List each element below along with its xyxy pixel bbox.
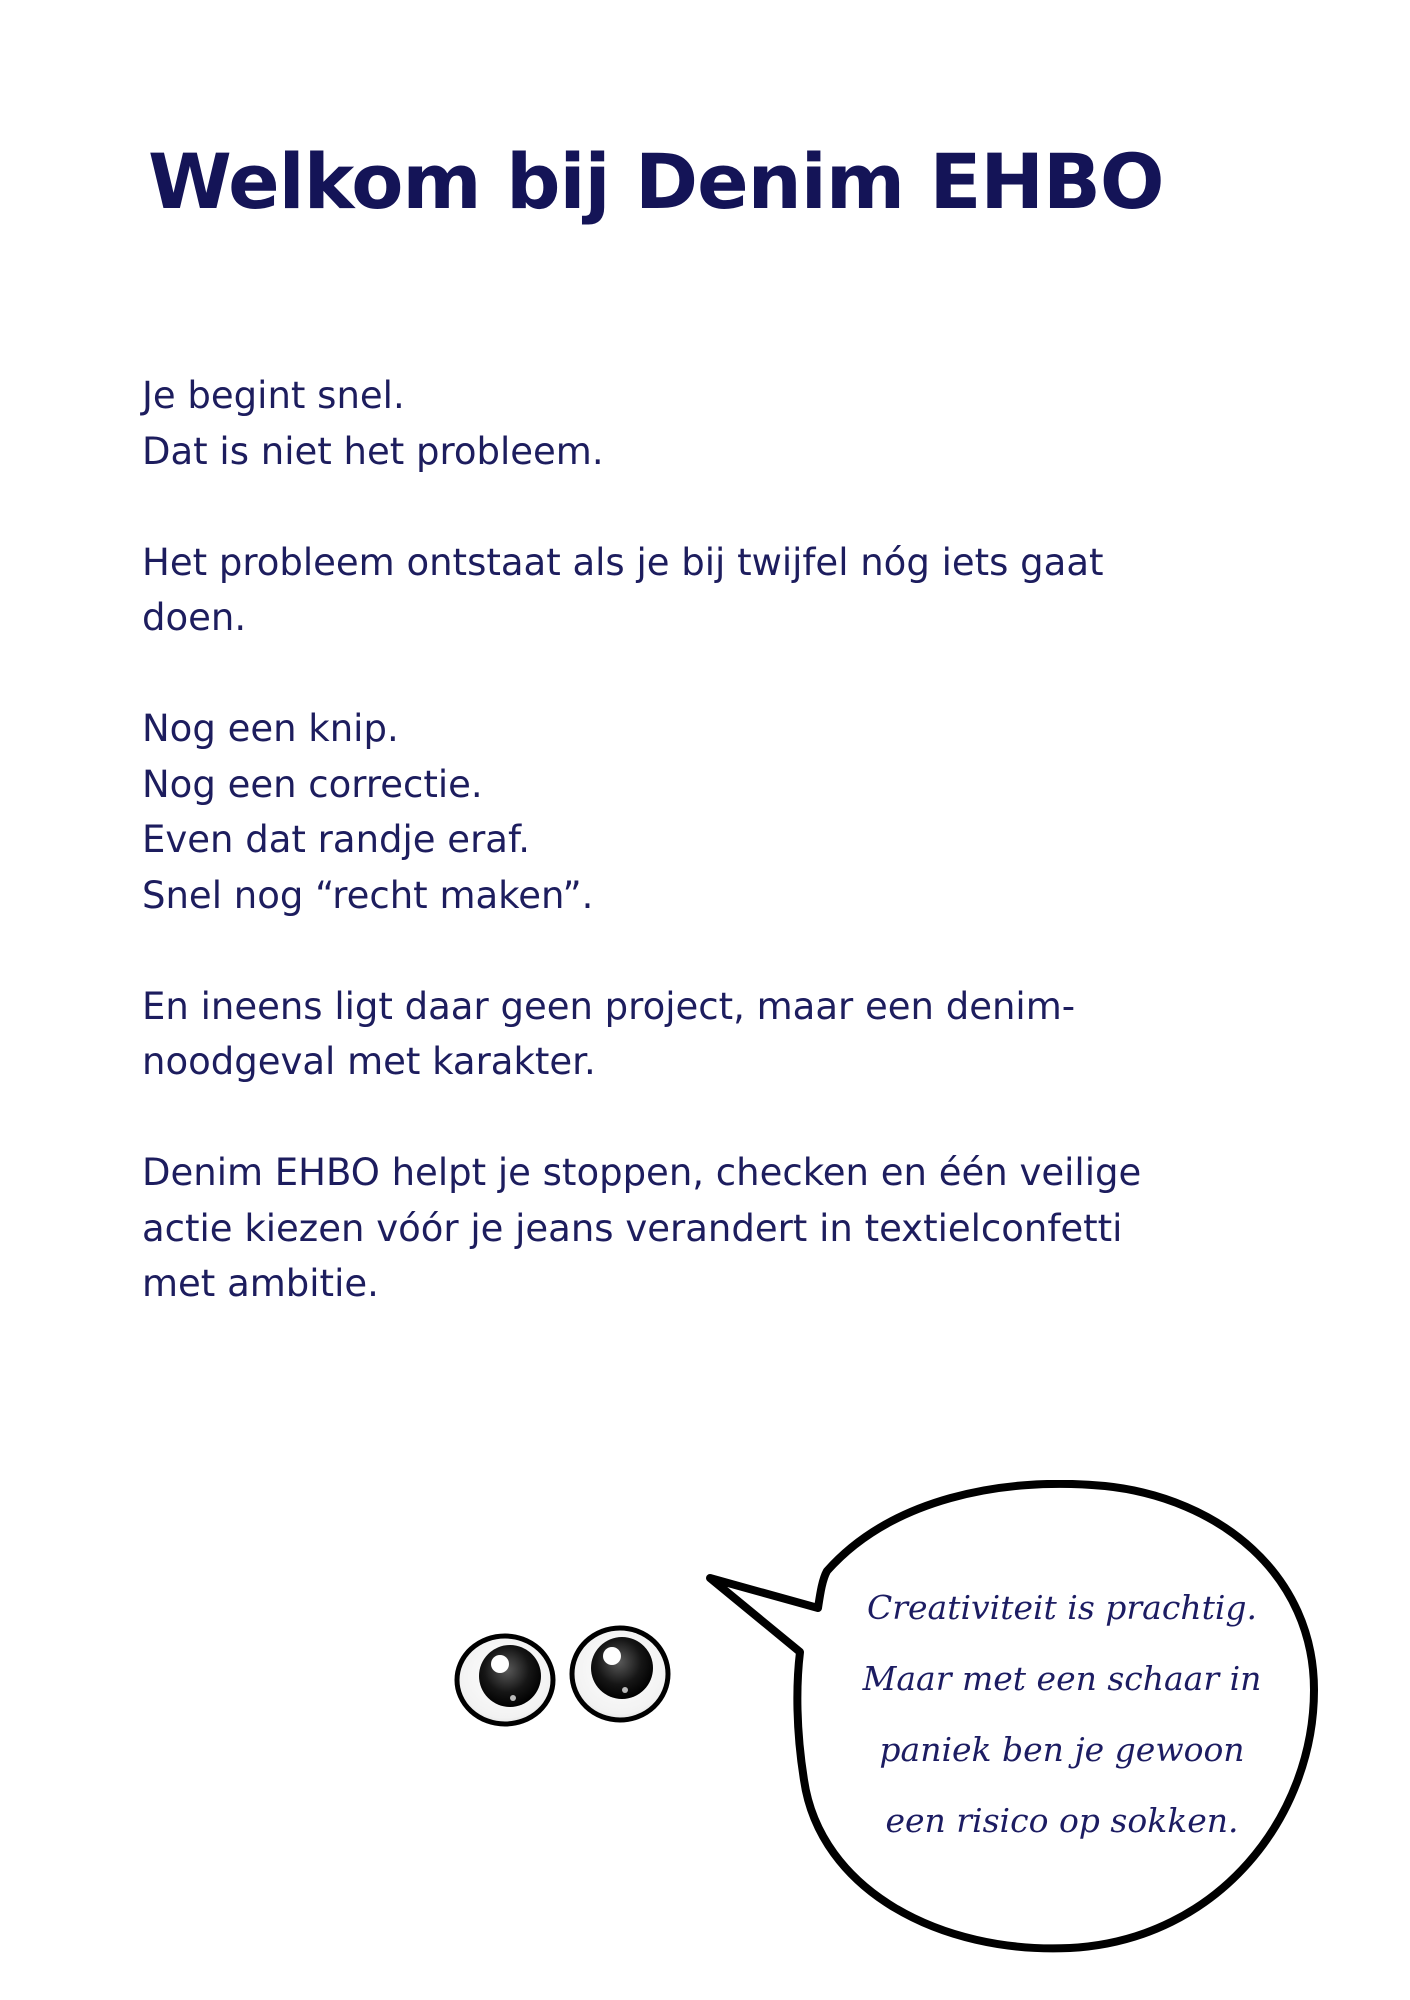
text-line: met ambitie. bbox=[142, 1262, 379, 1305]
cartoon-eyes-icon bbox=[450, 1622, 680, 1732]
paragraph-1 bbox=[142, 368, 1282, 479]
speech-bubble-text bbox=[812, 1572, 1312, 1856]
paragraph-4 bbox=[142, 979, 1282, 1090]
text-line: actie kiezen vóór je jeans verandert in textielconfetti bbox=[142, 1206, 1123, 1250]
bubble-line: paniek ben je gewoon bbox=[879, 1730, 1245, 1769]
text-line: Dat is niet het probleem. bbox=[142, 429, 604, 473]
bubble-line: Creativiteit is prachtig. bbox=[866, 1588, 1258, 1627]
text-line: doen. bbox=[142, 596, 247, 639]
text-line: Even dat randje eraf. bbox=[142, 818, 531, 861]
text-line: noodgeval met karakter. bbox=[142, 1040, 596, 1083]
intro-text bbox=[142, 368, 1282, 1367]
bubble-line: een risico op sokken. bbox=[885, 1801, 1239, 1840]
text-line: En ineens ligt daar geen project, maar een denim- bbox=[142, 984, 1076, 1028]
paragraph-2 bbox=[142, 535, 1282, 646]
bubble-line: Maar met een schaar in bbox=[862, 1659, 1262, 1698]
page-title: Welkom bij Denim EHBO bbox=[148, 137, 1164, 226]
paragraph-3 bbox=[142, 701, 1282, 923]
text-line: Nog een knip. bbox=[142, 707, 399, 750]
text-line: Snel nog “recht maken”. bbox=[142, 873, 594, 917]
right-eye bbox=[572, 1628, 668, 1720]
left-eye bbox=[457, 1636, 553, 1724]
paragraph-5 bbox=[142, 1145, 1282, 1312]
text-line: Denim EHBO helpt je stoppen, checken en één veilige bbox=[142, 1151, 1142, 1194]
text-line: Je begint snel. bbox=[142, 374, 405, 417]
text-line: Het probleem ontstaat als je bij twijfel nóg iets gaat bbox=[142, 540, 1104, 584]
text-line: Nog een correctie. bbox=[142, 762, 483, 806]
